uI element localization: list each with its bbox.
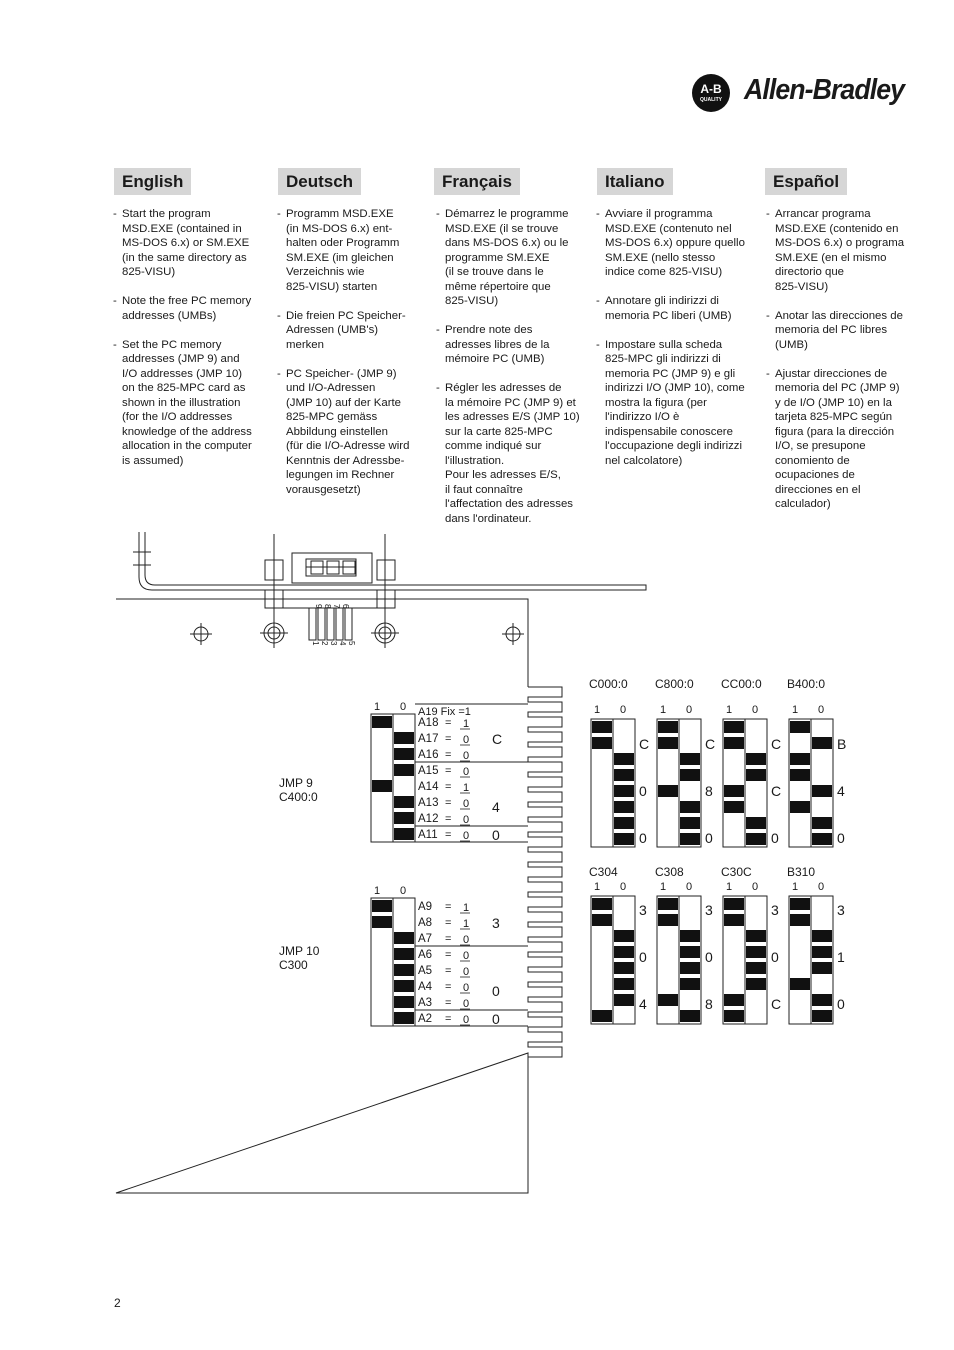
example-hex-digit: 3 <box>771 902 779 918</box>
example-head-one: 1 <box>792 704 799 716</box>
address-line-label: A12 <box>418 813 439 825</box>
example-switch-lever <box>680 962 700 974</box>
bit-value: 0 <box>463 934 470 946</box>
instruction-item: - Note the free PC memory addresses (UMBs) <box>113 294 252 323</box>
bit-value: 0 <box>463 950 470 962</box>
address-line-label: A8 <box>418 917 433 929</box>
example-head-zero: 0 <box>686 704 693 716</box>
example-switch-lever <box>790 978 810 990</box>
address-line-label: A11 <box>418 829 438 841</box>
dip-switch-lever <box>394 796 414 808</box>
example-switch-lever <box>812 833 832 845</box>
pin-number: 3 <box>329 641 338 646</box>
equals-sign: = <box>445 765 452 777</box>
instruction-item: - Start the program MSD.EXE (contained in MS-DOS 6.x) or SM.EXE (in the same directory as 825-VISU) <box>113 207 252 280</box>
jumper-label: JMP 9 <box>279 776 313 790</box>
example-title: C304 <box>589 865 618 879</box>
brand-name: Allen-Bradley <box>744 74 905 106</box>
example-switch-lever <box>614 930 634 942</box>
bit-value: 1 <box>463 718 470 730</box>
equals-sign: = <box>445 933 452 945</box>
example-title: C30C <box>721 865 752 879</box>
address-line-label: A7 <box>418 933 433 945</box>
example-head-zero: 0 <box>818 704 825 716</box>
example-head-one: 1 <box>792 881 799 893</box>
example-switch-lever <box>746 978 766 990</box>
example-switch-lever <box>680 769 700 781</box>
equals-sign: = <box>445 717 452 729</box>
mounting-bracket <box>139 532 646 590</box>
example-head-zero: 0 <box>686 881 693 893</box>
example-switch-lever <box>812 1010 832 1022</box>
example-title: C000:0 <box>589 677 628 691</box>
example-switch-lever <box>680 930 700 942</box>
example-head-zero: 0 <box>620 704 627 716</box>
example-hex-digit: 8 <box>705 783 713 799</box>
example-hex-digit: C <box>771 736 782 752</box>
equals-sign: = <box>445 981 452 993</box>
example-head-one: 1 <box>726 881 733 893</box>
connector-pin <box>309 608 316 640</box>
dip-switch-lever <box>394 828 414 840</box>
bit-value: 0 <box>463 734 470 746</box>
dip-head-one: 1 <box>374 701 381 713</box>
example-hex-digit: C <box>771 783 782 799</box>
example-switch-lever <box>614 817 634 829</box>
example-switch-lever <box>724 994 744 1006</box>
example-switch-lever <box>724 1010 744 1022</box>
bit-value: 0 <box>463 798 470 810</box>
instruction-item: - Prendre note des adresses libres de la mémoire PC (UMB) <box>436 323 580 367</box>
example-switch-lever <box>724 898 744 910</box>
dip-switch-lever <box>394 1012 414 1024</box>
pin-number: 4 <box>338 641 347 646</box>
instruction-item: - Impostare sulla scheda 825-MPC gli indirizzi di memoria PC (JMP 9) e gli indirizzi I/O (JMP 10), come mostra la figura (per l'indirizzo I/O è indispensabile conoscere l'occupazione degli indirizzi nel calcolatore) <box>596 338 745 469</box>
example-title: C800:0 <box>655 677 694 691</box>
dip-switch-lever <box>394 764 414 776</box>
example-switch-lever <box>614 769 634 781</box>
instruction-item: - Annotare gli indirizzi di memoria PC liberi (UMB) <box>596 294 745 323</box>
example-switch-lever <box>746 930 766 942</box>
example-switch-lever <box>614 978 634 990</box>
dip-head-zero: 0 <box>400 885 407 897</box>
equals-sign: = <box>445 781 452 793</box>
example-switch-lever <box>812 817 832 829</box>
example-switch-lever <box>724 914 744 926</box>
connector-pin <box>318 608 325 640</box>
equals-sign: = <box>445 949 452 961</box>
hex-digit: 0 <box>492 983 500 999</box>
badge-text: A-B <box>700 82 722 96</box>
example-hex-digit: 0 <box>705 830 713 846</box>
example-switch-lever <box>658 898 678 910</box>
example-hex-digit: 1 <box>837 949 845 965</box>
example-switch-lever <box>658 914 678 926</box>
equals-sign: = <box>445 997 452 1009</box>
dip-head-one: 1 <box>374 885 381 897</box>
example-head-zero: 0 <box>818 881 825 893</box>
example-switch-lever <box>680 817 700 829</box>
example-hex-digit: 8 <box>705 996 713 1012</box>
instruction-item: - Die freien PC Speicher- Adressen (UMB's) merken <box>277 309 409 353</box>
example-hex-digit: C <box>639 736 650 752</box>
dip-switch-lever <box>394 748 414 760</box>
card-outline <box>116 599 528 1193</box>
bit-value: 0 <box>463 750 470 762</box>
address-line-label: A16 <box>418 749 439 761</box>
dip-head-zero: 0 <box>400 701 407 713</box>
pin-number: 5 <box>347 641 356 646</box>
lang-tab-1: Deutsch <box>278 168 361 195</box>
address-line-label: A3 <box>418 997 433 1009</box>
example-switch-lever <box>746 817 766 829</box>
dip-switch-lever <box>394 932 414 944</box>
pin-number: 6 <box>341 604 350 609</box>
address-line-label: A14 <box>418 781 439 793</box>
lang-tab-2: Français <box>434 168 520 195</box>
example-switch-lever <box>790 801 810 813</box>
equals-sign: = <box>445 797 452 809</box>
dip-switch-lever <box>394 980 414 992</box>
example-hex-digit: 3 <box>837 902 845 918</box>
example-hex-digit: 3 <box>639 902 647 918</box>
pin-number: 2 <box>320 641 329 646</box>
instruction-item: - Ajustar direcciones de memoria del PC (JMP 9) y de I/O (JMP 10) en la tarjeta 825-MPC según figura (para la dirección I/O, se presupone conomiento de ocupaciones de direcciones en el calculador) <box>766 367 904 512</box>
example-switch-lever <box>614 785 634 797</box>
bit-value: 0 <box>463 766 470 778</box>
example-switch-lever <box>592 898 612 910</box>
example-switch-lever <box>592 721 612 733</box>
bit-value: 0 <box>463 998 470 1010</box>
pin-number: 7 <box>332 604 341 609</box>
example-switch-lever <box>790 721 810 733</box>
example-head-zero: 0 <box>620 881 627 893</box>
dip-switch-lever <box>372 916 392 928</box>
example-switch-lever <box>658 785 678 797</box>
example-head-one: 1 <box>594 704 601 716</box>
example-switch-lever <box>790 769 810 781</box>
dip-switch-lever <box>394 996 414 1008</box>
connector-pin <box>336 608 343 640</box>
example-switch-lever <box>812 737 832 749</box>
bit-value: 1 <box>463 782 470 794</box>
address-line-label: A13 <box>418 797 439 809</box>
pin-number: 1 <box>311 641 320 646</box>
equals-sign: = <box>445 965 452 977</box>
address-line-label: A18 <box>418 717 439 729</box>
example-hex-digit: C <box>771 996 782 1012</box>
dip-switch-lever <box>394 948 414 960</box>
example-hex-digit: 0 <box>639 949 647 965</box>
standoff <box>377 560 395 580</box>
example-hex-digit: 0 <box>771 830 779 846</box>
example-head-one: 1 <box>660 704 667 716</box>
equals-sign: = <box>445 1013 452 1025</box>
address-line-label: A6 <box>418 949 433 961</box>
dip-switch-lever <box>372 716 392 728</box>
hex-digit: 3 <box>492 915 500 931</box>
instruction-item: - Anotar las direcciones de memoria del PC libres (UMB) <box>766 309 904 353</box>
example-head-zero: 0 <box>752 881 759 893</box>
example-switch-lever <box>592 737 612 749</box>
example-head-one: 1 <box>660 881 667 893</box>
example-switch-lever <box>724 801 744 813</box>
example-switch-lever <box>746 833 766 845</box>
bit-value: 0 <box>463 966 470 978</box>
example-switch-lever <box>812 946 832 958</box>
example-switch-lever <box>614 753 634 765</box>
edge-connector <box>528 687 562 1062</box>
example-switch-lever <box>746 962 766 974</box>
example-switch-lever <box>680 833 700 845</box>
example-title: B400:0 <box>787 677 826 691</box>
example-switch-lever <box>614 962 634 974</box>
example-switch-lever <box>790 898 810 910</box>
equals-sign: = <box>445 901 452 913</box>
example-switch-lever <box>724 785 744 797</box>
address-line-label: A4 <box>418 981 433 993</box>
hex-digit: 0 <box>492 827 500 843</box>
example-switch-lever <box>724 737 744 749</box>
jumper-address: C400:0 <box>279 790 318 804</box>
bit-value: 1 <box>463 902 470 914</box>
bit-value: 0 <box>463 1014 470 1026</box>
dip-switch-lever <box>372 900 392 912</box>
hex-digit: 0 <box>492 1011 500 1027</box>
example-switch-lever <box>592 1010 612 1022</box>
instruction-item: - Arrancar programa MSD.EXE (contenido en MS-DOS 6.x) o programa SM.EXE (en el mismo directorio que 825-VISU) <box>766 207 904 294</box>
example-switch-lever <box>658 721 678 733</box>
dip-switch-lever <box>372 780 392 792</box>
lang-tab-0: English <box>114 168 191 195</box>
address-line-label: A2 <box>418 1013 433 1025</box>
hex-digit: C <box>492 731 503 747</box>
example-switch-lever <box>614 801 634 813</box>
bit-value: 0 <box>463 814 470 826</box>
example-head-zero: 0 <box>752 704 759 716</box>
connector-pin <box>345 608 352 640</box>
instruction-item: - Régler les adresses de la mémoire PC (JMP 9) et les adresses E/S (JMP 10) sur la carte 825-MPC comme indiqué sur l'illustration. Pour les adresses E/S, il faut connaître l'affectation des adresses dans l'ordinateur. <box>436 381 580 526</box>
hex-digit: 4 <box>492 799 500 815</box>
example-switch-lever <box>614 946 634 958</box>
example-switch-lever <box>680 978 700 990</box>
example-switch-lever <box>812 785 832 797</box>
equals-sign: = <box>445 749 452 761</box>
instruction-item: - Set the PC memory addresses (JMP 9) and I/O addresses (JMP 10) on the 825-MPC card as shown in the illustration (for the I/O addresses knowledge of the address allocation in the computer is assumed) <box>113 338 252 469</box>
lang-tab-4: Español <box>765 168 847 195</box>
example-hex-digit: C <box>705 736 716 752</box>
badge-subtext: QUALITY <box>700 97 722 103</box>
example-title: C308 <box>655 865 684 879</box>
example-switch-lever <box>614 994 634 1006</box>
example-switch-lever <box>680 1010 700 1022</box>
example-switch-lever <box>790 914 810 926</box>
example-switch-lever <box>812 994 832 1006</box>
page-number: 2 <box>114 1296 121 1310</box>
instruction-item: - Programm MSD.EXE (in MS-DOS 6.x) ent- halten oder Programm SM.EXE (im gleichen Verzeichnis wie 825-VISU) starten <box>277 207 409 294</box>
example-hex-digit: 0 <box>771 949 779 965</box>
example-hex-digit: 0 <box>639 830 647 846</box>
example-switch-lever <box>746 946 766 958</box>
example-hex-digit: 4 <box>837 783 845 799</box>
example-switch-lever <box>680 753 700 765</box>
address-line-label: A9 <box>418 901 433 913</box>
equals-sign: = <box>445 829 452 841</box>
pin-number: 9 <box>314 604 323 609</box>
example-hex-digit: 0 <box>837 996 845 1012</box>
bit-value: 1 <box>463 918 470 930</box>
address-line-label: A17 <box>418 733 439 745</box>
dip-switch-lever <box>394 812 414 824</box>
example-switch-lever <box>790 753 810 765</box>
equals-sign: = <box>445 813 452 825</box>
example-switch-lever <box>680 801 700 813</box>
bit-value: 0 <box>463 982 470 994</box>
example-title: B310 <box>787 865 816 879</box>
example-switch-lever <box>658 994 678 1006</box>
example-switch-lever <box>812 962 832 974</box>
example-switch-lever <box>746 753 766 765</box>
example-hex-digit: 3 <box>705 902 713 918</box>
pin-number: 8 <box>323 604 332 609</box>
instruction-item: - Avviare il programma MSD.EXE (contenuto nel MS-DOS 6.x) oppure quello SM.EXE (nello stesso indice come 825-VISU) <box>596 207 745 280</box>
example-hex-digit: B <box>837 736 847 752</box>
example-switch-lever <box>658 737 678 749</box>
instruction-item: - PC Speicher- (JMP 9) und I/O-Adressen (JMP 10) auf der Karte 825-MPC gemäss Abbildung einstellen (für die I/O-Adresse wird Kenntnis der Adressbe- legungen im Rechner vorausgesetzt) <box>277 367 409 498</box>
example-switch-lever <box>592 914 612 926</box>
example-hex-digit: 0 <box>837 830 845 846</box>
lang-tab-3: Italiano <box>597 168 673 195</box>
connector-pin <box>327 608 334 640</box>
example-hex-digit: 0 <box>705 949 713 965</box>
example-hex-digit: 0 <box>639 783 647 799</box>
example-switch-lever <box>724 721 744 733</box>
address-line-label: A15 <box>418 765 439 777</box>
dsub-housing <box>292 553 372 583</box>
equals-sign: = <box>445 917 452 929</box>
fix-label: A19 Fix =1 <box>418 706 471 718</box>
example-switch-lever <box>746 769 766 781</box>
example-hex-digit: 4 <box>639 996 647 1012</box>
example-head-one: 1 <box>594 881 601 893</box>
equals-sign: = <box>445 733 452 745</box>
jumper-label: JMP 10 <box>279 944 320 958</box>
example-head-one: 1 <box>726 704 733 716</box>
address-line-label: A5 <box>418 965 433 977</box>
example-title: CC00:0 <box>721 677 762 691</box>
example-switch-lever <box>614 833 634 845</box>
instruction-item: - Démarrez le programme MSD.EXE (il se trouve dans MS-DOS 6.x) ou le programme SM.EXE (il se trouve dans le même répertoire que 825-VISU) <box>436 207 580 309</box>
dip-switch-lever <box>394 732 414 744</box>
example-switch-lever <box>812 930 832 942</box>
example-switch-lever <box>680 946 700 958</box>
dip-switch-lever <box>394 964 414 976</box>
jumper-address: C300 <box>279 958 308 972</box>
bit-value: 0 <box>463 830 470 842</box>
